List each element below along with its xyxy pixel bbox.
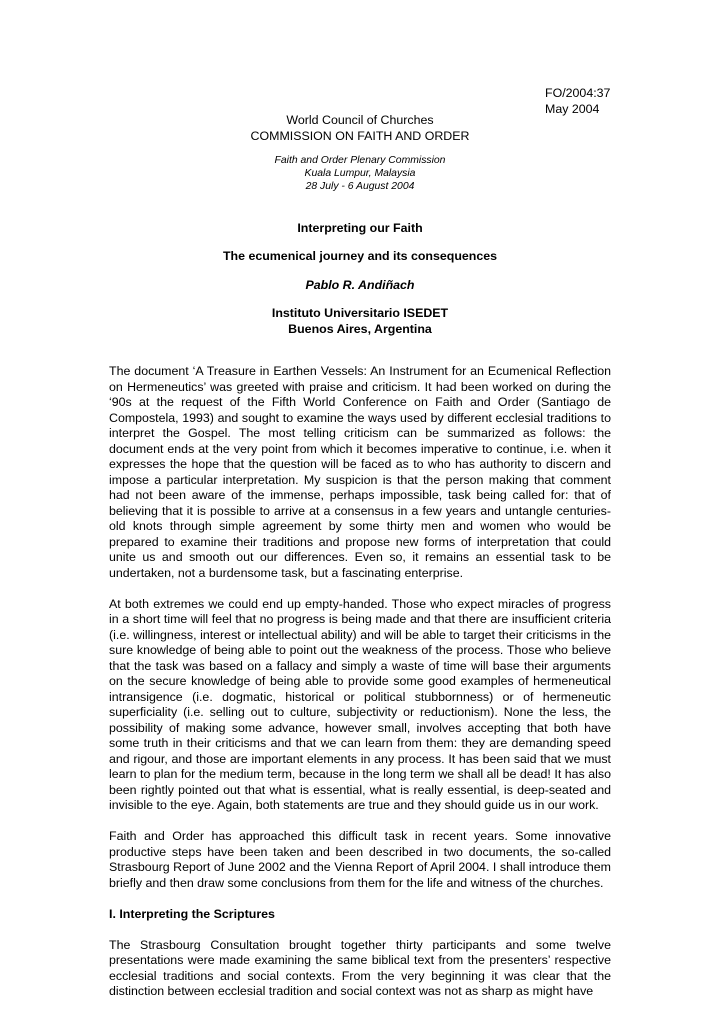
paragraph: Faith and Order has approached this difficult task in recent years. Some innovative productive steps have been taken and been described in two documents, the so-called Strasbourg Report of June 2002 and the Vienna Report of April 2004. I shall introduce them briefly and then draw some conclusions from them for the life and witness of the churches.: [109, 829, 611, 890]
institution-name: Instituto Universitario ISEDET: [271, 306, 449, 320]
author-name: Pablo R. Andiñach: [305, 278, 415, 292]
document-date: May 2004: [545, 101, 600, 116]
institution-location: Buenos Aires, Argentina: [288, 321, 432, 336]
institution-block: [0, 306, 720, 337]
meeting-name: Faith and Order Plenary Commission: [274, 155, 446, 166]
organization-block: [0, 113, 720, 144]
document-code: FO/2004:37: [545, 86, 611, 100]
meeting-details: [0, 155, 720, 193]
paragraph: At both extremes we could end up empty-handed. Those who expect miracles of progress in a short time will feel that no progress is being made and that there are insufficient criteria (i.e. willingness, interest or intellectual ability) and will be able to target their criticisms in the sure knowledge of being able to point out the weakness of the process. Those who believe that the task was based on a fallacy and simply a waste of time will base their arguments on the secure knowledge of being able to provide some good examples of hermeneutical intransigence (i.e. dogmatic, historical or political stubbornness) or of hermeneutic superficiality (i.e. selling out to culture, subjectivity or reductionism). None the less, the possibility of making some advance, however small, involves accepting that both have some truth in their criticisms and that we can learn from them: they are demanding speed and rigour, and those are important elements in any process. It has been said that we must learn to plan for the medium term, because in the long term we shall all be dead! It has also been rightly pointed out that what is essential, what is really essential, is deep-seated and invisible to the eye. Again, both statements are true and they should guide us in our work.: [109, 596, 611, 812]
meeting-location: Kuala Lumpur, Malaysia: [304, 167, 416, 179]
meeting-dates: 28 July - 6 August 2004: [305, 180, 415, 192]
paragraph: The document ‘A Treasure in Earthen Vessels: An Instrument for an Ecumenical Reflection on Hermeneutics’ was greeted with praise and criticism. It had been worked on during the ‘90s at the request of the Fifth World Conference on Faith and Order (Santiago de Compostela, 1993) and sought to examine the ways used by different ecclesial traditions to interpret the Gospel. The most telling criticism can be summarized as follows: the document ends at the very point from which it becomes imperative to continue, i.e. when it expresses the hope that the question will be faced as to who has authority to discern and impose a particular interpretation. My suspicion is that the person making that comment had not been aware of the immense, perhaps impossible, task being called for: that of believing that it is possible to arrive at a consensus in a few years and untangle centuries-old knots through simple agreement by some thirty men and women who would be prepared to examine their traditions and propose new forms of interpretation that could unite us and smooth out our differences. Even so, it remains an essential task to be undertaken, not a burdensome task, but a fascinating enterprise.: [109, 364, 611, 580]
document-title: Interpreting our Faith: [297, 221, 423, 235]
document-subtitle: The ecumenical journey and its consequences: [222, 249, 498, 263]
section-heading: I. Interpreting the Scriptures: [109, 906, 275, 921]
commission-name: COMMISSION ON FAITH AND ORDER: [250, 128, 470, 143]
document-body: [109, 364, 611, 1015]
organization-name: World Council of Churches: [286, 113, 434, 127]
paragraph: The Strasbourg Consultation brought together thirty participants and some twelve presentations were made examining the same biblical text from the presenters’ respective ecclesial traditions and social contexts. From the very beginning it was clear that the distinction between ecclesial tradition and social context was not as sharp as might have: [109, 937, 611, 998]
